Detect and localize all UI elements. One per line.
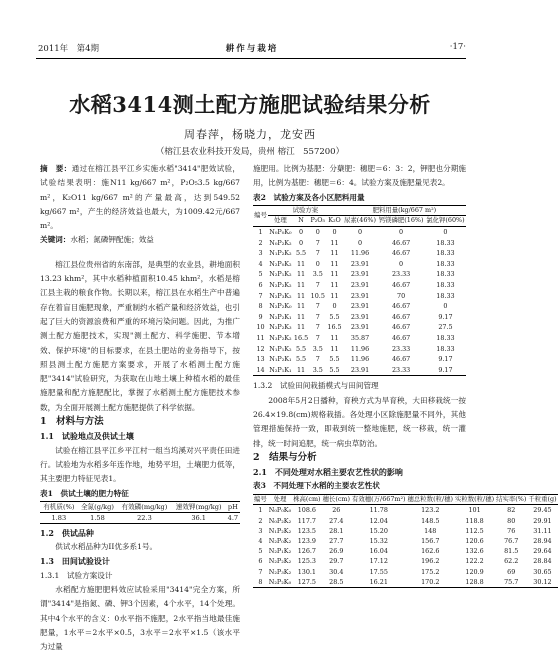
table-cell: 127.5 — [297, 577, 316, 586]
table-cell: 7 — [258, 291, 263, 300]
table-cell: 46.67 — [391, 334, 411, 343]
section-2-heading: 2 结果与分析 — [253, 451, 317, 463]
table-cell: 46.67 — [391, 312, 411, 321]
table-cell: 0 — [399, 259, 404, 268]
section-1-3-1-heading: 1.3.1 试验方案设计 — [40, 570, 113, 580]
table-cell: 4.7 — [227, 513, 239, 522]
table-1-caption: 表1 供试土壤的肥力特征 — [40, 488, 129, 498]
table-2-header: 处理 — [274, 216, 287, 225]
table-cell: 122.2 — [465, 557, 484, 566]
table-cell: 62.2 — [504, 557, 519, 566]
table-cell: 11 — [330, 249, 339, 258]
table-cell: N₂P₁K₂ — [268, 547, 292, 556]
section-1-heading: 1 材料与方法 — [40, 416, 104, 428]
journal-issue: 2011年 第4期 — [38, 44, 100, 54]
table-cell: 123.9 — [297, 536, 316, 545]
table-cell: 11 — [296, 312, 306, 321]
section-1-3-heading: 1.3 田间试验设计 — [40, 556, 110, 567]
table-cell: 23.91 — [350, 365, 370, 374]
table-cell: 10.5 — [310, 291, 325, 300]
table-cell: 23.33 — [391, 270, 411, 279]
table-cell: N₂P₀K₂ — [269, 259, 292, 268]
paper-title: 水稻3414测土配方施肥试验结果分析 — [69, 92, 431, 117]
abstract — [40, 162, 240, 233]
table-3-header: 结实率(%) — [496, 494, 527, 503]
table-cell: 11.96 — [350, 344, 370, 353]
table-row — [253, 333, 466, 344]
table-cell: 29.7 — [329, 557, 344, 566]
table-row — [253, 291, 466, 302]
table-cell: 7 — [315, 323, 320, 332]
table-cell: 16.5 — [327, 323, 342, 332]
table-cell: 3.5 — [312, 270, 323, 279]
table-cell: 108.6 — [297, 506, 316, 515]
table-cell: 5.5 — [295, 344, 307, 353]
table-cell: 15.32 — [369, 536, 388, 545]
journal-name: 耕作与栽培 — [225, 44, 279, 54]
table-cell: 23.91 — [350, 302, 370, 311]
table-3-header: 株高(cm) — [293, 494, 321, 503]
table-cell: 7 — [258, 567, 263, 576]
table-cell: 17.55 — [369, 567, 388, 576]
table-row — [40, 512, 240, 523]
table-cell: 8 — [258, 302, 263, 311]
table-cell: N₁P₂K₂ — [269, 249, 292, 258]
table-cell: 11 — [296, 259, 306, 268]
table-cell: 80 — [507, 516, 516, 525]
table-cell: 7 — [315, 281, 320, 290]
table-3-header: 穗总粒数(粒/穗) — [407, 494, 453, 503]
table-cell: 23.91 — [350, 259, 370, 268]
table-cell: 11 — [330, 334, 339, 343]
table-cell: 3.5 — [312, 365, 323, 374]
table-cell: 18.33 — [436, 259, 455, 268]
table-cell: 75.7 — [504, 577, 519, 586]
table-row — [253, 322, 466, 333]
table-cell: 12 — [256, 344, 265, 353]
table-2 — [253, 205, 466, 377]
table-cell: 120.9 — [465, 567, 484, 576]
table-cell: 0 — [332, 302, 337, 311]
table-cell: 11 — [256, 334, 265, 343]
table-row — [253, 354, 466, 365]
table-row — [253, 259, 466, 270]
intro-paragraph: 榕江县位贵州省的东南部，是典型的农业县，耕地面积13.23 khm²，其中水稻种植面积10.45 khm²，水稻是榕江县主栽的粮食作物。长期以来，榕江县在水稻生产中普遍存在着盲目施肥现象，严重制约水稻产量和经济效益，也引起了巨大的资源浪费和严重的环境污染问题。因此，为推广测土配方施肥技术，实现"测土配方、科学施肥、节本增效、保护环境"的目标要求，在县土肥站的业务指导下，按照县测土配方施肥方案要求，开展了水稻测土配方施肥"3414"试验研究，为获取在山地土壤上种植水稻的最佳施肥量和配方施肥配比，掌握了水稻测土配方施肥技术参数，为全面开展测土配方施肥提供了科学依据。 — [40, 259, 240, 412]
table-cell: 0 — [443, 228, 448, 237]
table-cell: 46.67 — [391, 238, 411, 247]
table-2-header: 钙镁磷肥(16%) — [378, 216, 424, 225]
table-cell: 16.21 — [369, 577, 388, 586]
table-cell: 5.5 — [295, 249, 307, 258]
table-cell: 29.45 — [533, 506, 552, 515]
table-cell: N₁P₂K₁ — [269, 355, 292, 364]
table-cell: 11 — [296, 291, 306, 300]
section-1-2-text: 供试水稻品种为II优多系1号。 — [55, 542, 158, 552]
table-cell: 9.17 — [438, 365, 453, 374]
table-cell: N₂P₁K₂ — [269, 270, 292, 279]
table-cell: 15.20 — [369, 526, 388, 535]
table-3-header: 编号 — [254, 494, 267, 503]
left-column — [40, 162, 240, 655]
table-cell: 11.96 — [350, 355, 370, 364]
table-cell: 22.3 — [137, 513, 152, 522]
table-cell: 2 — [258, 238, 263, 247]
table-cell: 1 — [258, 506, 263, 515]
table-cell: 18.33 — [436, 334, 455, 343]
table-cell: 13 — [256, 355, 265, 364]
table-cell: 18.33 — [436, 238, 455, 247]
table-cell: 7 — [315, 238, 320, 247]
table-2-header: P₂O₅ — [310, 216, 326, 225]
table-cell: 11 — [296, 270, 306, 279]
table-cell: N₁P₂K₂ — [268, 526, 292, 535]
running-header — [38, 42, 466, 58]
table-cell: 23.91 — [350, 270, 370, 279]
table-cell: 0 — [357, 238, 363, 247]
table-cell: 0 — [315, 228, 320, 237]
table-cell: 11.78 — [369, 506, 388, 515]
table-cell: 130.1 — [297, 567, 316, 576]
table-cell: N₀P₂K₂ — [268, 516, 292, 525]
table-cell: 69 — [507, 567, 516, 576]
table-2-header: N — [298, 216, 304, 225]
table-cell: 7 — [315, 334, 320, 343]
table-1-header: 速效钾(mg/kg) — [175, 502, 222, 511]
table-cell: 7 — [315, 355, 320, 364]
table-cell: N₁P₁K₂ — [269, 344, 292, 353]
table-cell: 11 — [330, 259, 339, 268]
table-cell: 7 — [315, 249, 320, 258]
table-cell: 0 — [399, 228, 404, 237]
table-cell: 3 — [258, 526, 263, 535]
table-row — [253, 301, 466, 312]
table-cell: 26.9 — [329, 547, 344, 556]
section-2-1-heading: 2.1 不同处理对水稻主要农艺性状的影响 — [253, 467, 403, 478]
abstract-text: 通过在榕江县平江乡实施水稻"3414"肥效试验，试验结果表明：施N11 kg/667 m²，P₂O₅3.5 kg/667 m²，K₂O11 kg/667 m²的产量最高，达到549.52 kg/667 m²，产生的经济效益也最大，为1009.42元/667 m²。 — [40, 164, 241, 231]
table-cell: 28.94 — [533, 536, 552, 545]
table-row — [253, 556, 558, 566]
table-cell: N₂P₂K₀ — [268, 577, 292, 586]
keywords-label: 关键词： — [40, 235, 71, 245]
table-cell: 35.87 — [350, 334, 370, 343]
table-cell: 118.8 — [465, 516, 484, 525]
table-cell: 3 — [258, 249, 263, 258]
section-1-1-heading: 1.1 试验地点及供试土壤 — [40, 431, 134, 442]
table-row — [253, 577, 558, 588]
table-3-header: 有效穗(万/667m²) — [351, 494, 406, 503]
table-cell: 0 — [357, 228, 363, 237]
table-cell: 4 — [258, 259, 263, 268]
table-cell: 4 — [258, 536, 263, 545]
table-cell: 18.33 — [436, 344, 455, 353]
table-cell: 128.8 — [465, 577, 484, 586]
table-cell: 23.33 — [391, 365, 411, 374]
table-row — [253, 312, 466, 323]
table-cell: 5.5 — [329, 355, 340, 364]
table-row — [253, 227, 466, 238]
table-row — [253, 536, 558, 546]
table-2-group-header: 试验方案 — [268, 205, 343, 216]
table-cell: N₀P₀K₀ — [269, 228, 292, 237]
table-cell: 125.3 — [297, 557, 316, 566]
table-cell: 28.1 — [329, 526, 344, 535]
table-cell: 132.6 — [465, 547, 484, 556]
table-3-header: 穗长(cm) — [322, 494, 350, 503]
table-cell: 5 — [258, 547, 263, 556]
table-cell: 9 — [258, 312, 263, 321]
table-cell: 1.83 — [51, 513, 67, 522]
keywords — [40, 233, 240, 247]
table-3-header: 千粒重(g) — [528, 494, 557, 503]
table-cell: 101 — [468, 506, 481, 515]
header-rule — [36, 58, 466, 59]
table-cell: N₂P₃K₂ — [268, 567, 292, 576]
table-2-group-header: 肥料用量(kg/667 m²) — [343, 205, 466, 216]
table-1-header: pH — [227, 502, 238, 511]
table-cell: 17.12 — [369, 557, 388, 566]
table-cell: 76 — [507, 526, 516, 535]
table-cell: 7 — [315, 312, 320, 321]
table-row — [253, 546, 558, 556]
table-cell: 46.67 — [391, 249, 411, 258]
table-cell: 82 — [507, 506, 516, 515]
table-2-header: 氯化钾(60%) — [426, 216, 465, 225]
table-cell: 29.91 — [533, 516, 552, 525]
table-cell: 0 — [315, 259, 320, 268]
table-cell: 11 — [296, 365, 306, 374]
table-3-caption: 表3 不同处理下水稻的主要农艺性状 — [253, 481, 380, 491]
table-cell: 23.91 — [350, 281, 370, 290]
table-cell: 16.04 — [369, 547, 388, 556]
table-cell: 5.5 — [329, 312, 340, 321]
table-cell: 76.7 — [504, 536, 519, 545]
right-column — [253, 162, 557, 588]
table-row — [253, 526, 558, 536]
table-cell: 23.91 — [350, 323, 370, 332]
table-cell: 112.5 — [465, 526, 484, 535]
table-1-header: 全氮(g/kg) — [80, 502, 114, 511]
table-cell: 148 — [424, 526, 437, 535]
table-1 — [40, 501, 240, 524]
table-cell: N₂P₁K₁ — [269, 365, 292, 374]
table-cell: N₂P₂K₂ — [269, 281, 292, 290]
table-cell: 11 — [330, 238, 339, 247]
table-2-header: 编号 — [254, 211, 267, 220]
table-cell: 11 — [330, 344, 339, 353]
table-1-header: 有机质(%) — [43, 502, 75, 511]
table-cell: 9.17 — [438, 312, 453, 321]
table-cell: N₂P₂K₀ — [269, 302, 292, 311]
section-1-3-1-text: 水稻配方施肥肥料效应试验采用"3414"完全方案，所谓"3414"是指氮、磷、钾3个因素，4个水平，14个处理。其中4个水平的含义：0水平指不施肥，2水平指当地最佳施肥量，1水平＝2水平×0.5，3水平＝2水平×1.5（该水平为过量 — [40, 585, 240, 652]
table-cell: 28.84 — [533, 557, 552, 566]
table-cell: 14 — [256, 365, 265, 374]
table-cell: 0 — [332, 228, 337, 237]
table-2-header: K₂O — [328, 216, 341, 225]
table-cell: 123.2 — [421, 506, 440, 515]
table-cell: 18.33 — [436, 291, 455, 300]
table-cell: 46.67 — [391, 355, 411, 364]
table-3 — [253, 494, 558, 588]
table-cell: 30.65 — [533, 567, 552, 576]
table-cell: 16.5 — [293, 334, 309, 343]
table-row — [253, 238, 466, 249]
table-row — [253, 505, 558, 516]
table-cell: 170.2 — [421, 577, 440, 586]
table-cell: 5.5 — [329, 365, 340, 374]
table-cell: 23.91 — [350, 312, 370, 321]
table-cell: 28.5 — [329, 577, 344, 586]
table-cell: 8 — [258, 577, 263, 586]
table-row — [253, 567, 558, 577]
table-2-caption: 表2 试验方案及各小区肥料用量 — [253, 192, 365, 202]
table-cell: 23.91 — [350, 291, 370, 300]
table-cell: 36.1 — [191, 513, 206, 522]
table-cell: 10 — [256, 323, 265, 332]
table-cell: N₀P₀K₀ — [268, 506, 292, 515]
table-cell: 46.67 — [391, 323, 411, 332]
table-cell: N₂P₃K₂ — [269, 291, 292, 300]
table-cell: 46.67 — [391, 302, 411, 311]
table-cell: 7 — [315, 302, 320, 311]
table-cell: 27.5 — [438, 323, 453, 332]
table-cell: 70 — [397, 291, 406, 300]
paper-affiliation: （榕江县农业科技开发局，贵州 榕江 557200） — [155, 147, 345, 157]
right-top-text: 施肥用。比例为基肥：分蘖肥：穗肥＝6：3：2，钾肥也分期施用，比例为基肥：穗肥＝6：4。试验方案及施肥量见表2。 — [253, 164, 466, 188]
table-cell: 81.5 — [504, 547, 519, 556]
table-cell: 26 — [332, 506, 341, 515]
table-cell: N₂P₂K₂ — [268, 557, 292, 566]
abstract-label: 摘 要： — [40, 164, 72, 173]
table-cell: 18.33 — [436, 270, 455, 279]
section-1-1-text: 试验在榕江县平江乡平江村一组当坞溪对兴平责任田进行。试验地为水稻多年连作地，地势平坦，土壤肥力低等，其主要肥力特征见表1。 — [40, 445, 240, 484]
table-cell: 196.2 — [421, 557, 440, 566]
table-cell: 18.33 — [436, 249, 455, 258]
table-3-header: 实粒数(粒/穗) — [455, 494, 495, 503]
table-cell: 11 — [296, 281, 306, 290]
table-cell: 6 — [258, 557, 263, 566]
table-cell: N₀P₂K₂ — [269, 238, 292, 247]
page-number: ·17· — [449, 42, 466, 52]
section-1-2-heading: 1.2 供试品种 — [40, 527, 94, 538]
table-cell: 156.7 — [421, 536, 440, 545]
table-cell: 126.7 — [297, 547, 316, 556]
table-cell: 5 — [258, 270, 263, 279]
table-cell: 148.5 — [421, 516, 440, 525]
table-cell: 11.96 — [350, 249, 370, 258]
table-cell: 1.58 — [90, 513, 105, 522]
table-cell: 0 — [443, 302, 448, 311]
paper-authors: 周春萍，杨晓力，龙安西 — [184, 128, 316, 141]
table-cell: 18.33 — [436, 281, 455, 290]
table-cell: 1 — [258, 228, 263, 237]
table-cell: 11 — [296, 302, 306, 311]
table-cell: 11 — [296, 323, 306, 332]
table-cell: 117.7 — [297, 516, 316, 525]
table-cell: 11 — [330, 281, 339, 290]
table-cell: 11 — [330, 291, 339, 300]
section-1-3-2-text: 2008年5月2日播种，育秧方式为旱育秧，大田移栽统一按26.4×19.8(cm)规格栽插。各处理小区除施肥量不同外，其他管理措施保持一致，即栽到统一整地施肥，统一移栽，统一灌排，统一时间追肥，统一病虫草防治。 — [253, 395, 466, 448]
table-cell: 12.04 — [369, 516, 388, 525]
table-cell: 175.2 — [421, 567, 440, 576]
table-row — [253, 280, 466, 291]
table-3-header: 处理 — [273, 494, 287, 503]
table-cell: 27.7 — [329, 536, 344, 545]
table-cell: 0 — [299, 238, 304, 247]
table-row — [253, 516, 558, 526]
section-1-3-2-heading: 1.3.2 试验田间栽插模式与田间管理 — [253, 381, 379, 391]
table-cell: 123.5 — [297, 526, 316, 535]
keywords-text: 水稻；氮磷钾配施；效益 — [70, 235, 154, 245]
table-cell: 30.12 — [533, 577, 552, 586]
table-cell: 6 — [258, 281, 263, 290]
table-cell: N₂P₂K₁ — [269, 312, 292, 321]
table-row — [253, 344, 466, 355]
table-cell: N₂P₀K₂ — [268, 536, 292, 545]
table-cell: 31.11 — [533, 526, 552, 535]
table-cell: 3.5 — [312, 344, 323, 353]
table-cell: 23.33 — [391, 344, 411, 353]
table-cell: 30.4 — [329, 567, 344, 576]
table-cell: N₃P₂K₂ — [269, 334, 292, 343]
table-cell: 162.6 — [421, 547, 440, 556]
table-1-header: 有效磷(mg/kg) — [121, 502, 168, 511]
table-row — [253, 248, 466, 259]
table-cell: 0 — [299, 228, 304, 237]
table-row — [253, 365, 466, 376]
table-row — [253, 269, 466, 280]
table-cell: 29.64 — [533, 547, 552, 556]
table-cell: 2 — [258, 516, 263, 525]
table-2-header: 尿素(46%) — [344, 216, 377, 225]
table-cell: 11 — [330, 270, 339, 279]
table-cell: 46.67 — [391, 281, 411, 290]
table-cell: 27.4 — [329, 516, 344, 525]
table-cell: N₂P₂K₃ — [269, 323, 292, 332]
table-cell: 9.17 — [438, 355, 453, 364]
table-cell: 5.5 — [295, 355, 307, 364]
table-cell: 120.6 — [465, 536, 484, 545]
